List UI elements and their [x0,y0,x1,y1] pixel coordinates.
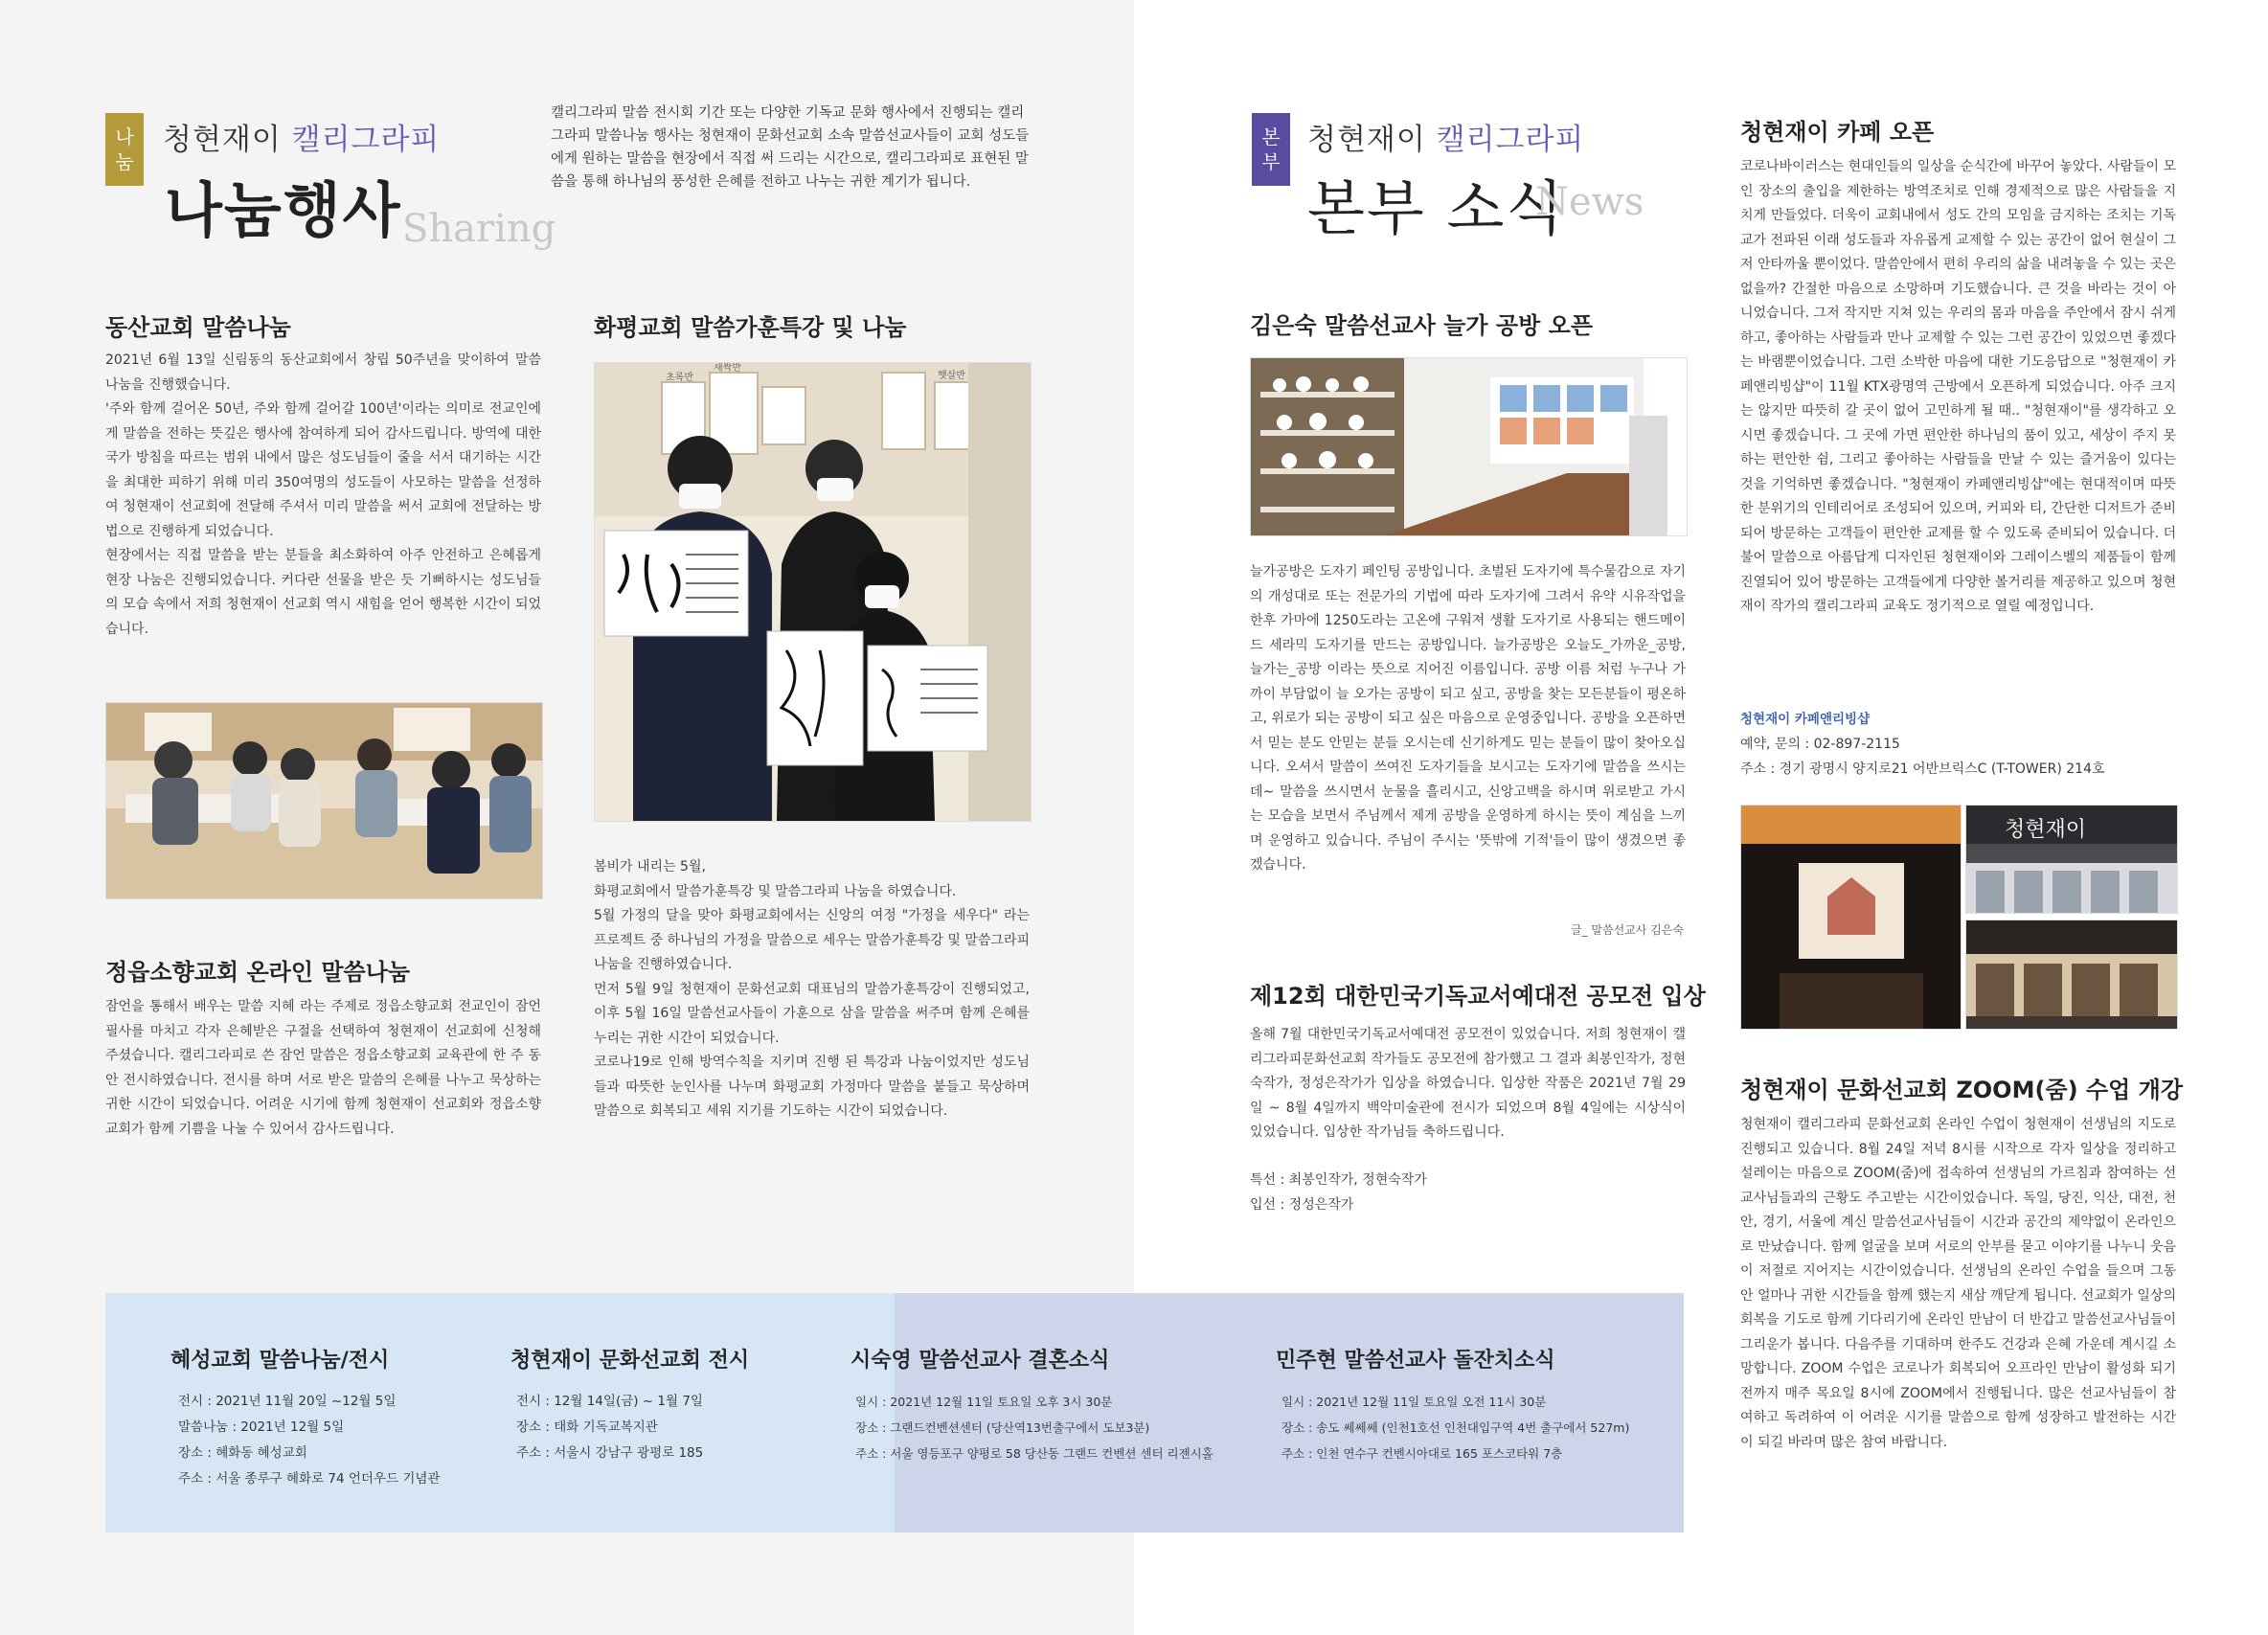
article-title: 김은숙 말씀선교사 늘가 공방 오픈 [1250,312,1593,339]
article-title: 청현재이 카페 오픈 [1740,119,1935,146]
section-badge-sharing: 나 눔 [105,113,144,186]
article-body: 올해 7월 대한민국기독교서예대전 공모전이 있었습니다. 저희 청현재이 캘리그라피문화선교회 작가들도 공모전에 참가했고 그 결과 최봉인작가, 정현숙작가, 정성은작가가 입상을 하였습니다. 입상한 작품은 2021년 7월 29일 ~ 8월 4일까지 백악미술관에 전시가 되었으며 8월 4일에는 시상식이 있었습니다. 입상한 작가님들 축하드립니다. [1250,1027,1687,1140]
section-subtitle: 청현재이 캘리그라피 [1307,123,1585,157]
award-result: 입선 : 정성은작가 [1250,1197,1354,1213]
cafe-interior-photo [1740,805,1962,1030]
article-title: 정읍소향교회 온라인 말씀나눔 [105,959,411,986]
section-title-sharing: 나눔행사 [165,175,402,245]
event-title: 시숙영 말씀선교사 결혼소식 [850,1349,1110,1373]
article-title: 동산교회 말씀나눔 [105,314,291,341]
calligraphy-event-photo [105,702,543,899]
cafe-exterior-photo [1965,920,2178,1030]
event-details: 일시 : 2021년 12월 11일 토요일 오후 3시 30분 장소 : 그랜드컨벤션센터 (당산역13번출구에서 도보3분) 주소 : 서울 영등포구 양평로 58 당산동 그랜드 컨벤션 센터 리젠시홀 [855,1395,1213,1461]
article-title: 화평교회 말씀가훈특강 및 나눔 [594,314,907,341]
cafe-shop-name: 청현재이 카페앤리빙샵 [1740,712,1871,727]
sharing-intro: 캘리그라피 말씀 전시회 기간 또는 다양한 기독교 문화 행사에서 진행되는 캘리그라피 말씀나눔 행사는 청현재이 문화선교회 소속 말씀선교사들이 교회 성도들에게 원하는 말씀을 현장에서 직접 써 드리는 시간으로, 캘리그라피로 표현된 말씀을 통해 하나님의 풍성한 은혜를 전하고 나누는 귀한 계기가 됩니다. [551,105,1030,190]
article-body: 봄비가 내리는 5월, 화평교회에서 말씀가훈특강 및 말씀그라피 나눔을 하였습니다. 5월 가정의 달을 맞아 화평교회에서는 신앙의 여정 "가정을 세우다" 라는 프로젝트 중 하나님의 가정을 말씀으로 세우는 말씀가훈특강 및 말씀그라피 나눔을 진행하였습니다. 먼저 5월 9일 청현재이 문화선교회 대표님의 말씀가훈특강이 진행되었고, 이후 5월 16일 말씀선교사들이 가훈으로 삼을 말씀을 써주며 함께 은혜를 누리는 귀한 시간이 되었습니다. 코로나19로 인해 방역수칙을 지키며 진행 된 특강과 나눔이었지만 성도님들과 따뜻한 눈인사를 나누며 화평교회 가정마다 말씀을 붙들고 묵상하며 말씀으로 회복되고 세워 지기를 기도하는 시간이 되었습니다. [594,859,1030,1119]
section-subtitle: 청현재이 캘리그라피 [163,123,441,157]
events-banner [105,1293,1684,1533]
award-result: 특선 : 최봉인작가, 정현숙작가 [1250,1172,1427,1188]
section-title-english: News [1535,180,1644,224]
article-title: 청현재이 문화선교회 ZOOM(줌) 수업 개강 [1740,1077,2184,1103]
board-label: 초록반 [666,373,693,383]
section-title-news: 본부 소식 [1307,173,1566,243]
article-body: 청현재이 캘리그라피 문화선교회 온라인 수업이 청현재이 선생님의 지도로 진행되고 있습니다. 8월 24일 저녁 8시를 시작으로 각자 일상을 정리하고 설레이는 마음으로 ZOOM(줌)에 접속하여 선생님의 가르침과 참여하는 선교사님들과의 근황도 주고받는 시간이었습니다. 독일, 당진, 익산, 대전, 천안, 경기, 서울에 계신 말씀선교사님들이 시간과 공간의 제약없이 온라인으로 만났습니다. 함께 얼굴을 보며 서로의 안부를 묻고 이야기를 나누니 웃음이 저절로 지어지는 시간이었습니다. 선생님의 온라인 수업을 들으며 그동안 얼마나 귀한 시간들을 함께 했는지 새삼 깨닫게 됩니다. 선교회가 일상의 회복을 기도로 함께 기다리기에 온라인 만남이 더 반갑고 말씀선교사님들이 그리운가 봅니다. 다음주를 기대하며 한주도 건강과 은혜 가운데 계시길 소망합니다. ZOOM 수업은 코로나가 회복되어 오프라인 만남이 활성화 되기 전까지 매주 목요일 8시에 ZOOM에서 진행됩니다. 많은 선교사님들이 참여하고 독려하여 이 어려운 시기를 말씀으로 함께 성장하고 발전하는 시간이 되길 바라며 많은 참여 바랍니다. [1740,1117,2176,1450]
board-label: 햇살반 [938,371,965,381]
event-title: 민주현 말씀선교사 돌잔치소식 [1276,1349,1555,1373]
article-body: 코로나바이러스는 현대인들의 일상을 순식간에 바꾸어 놓았다. 사람들이 모인 장소의 출입을 제한하는 방역조치로 인해 경제적으로 많은 사람들을 지치게 만들었다. 더욱이 교회내에서 성도 간의 모임을 금지하는 조치는 기독교가 전파된 이래 성도들과 자유롭게 교제할 수 있는 공간이 없어 현실이 그저 안타까울 뿐이었다. 말씀안에서 편히 우리의 삶을 내려놓을 수 있는 곳은 없을까? 간절한 마음으로 소망하며 기도했습니다. 큰 것을 바라는 것이 아니었습니다. 그저 작지만 지쳐 있는 우리의 몸과 마음을 주안에서 잠시 쉬게 하고, 좋아하는 사람들과 만나 교제할 수 있는 그런 공간이 있었으면 좋겠다는 바램뿐이었습니다. 그런 소박한 마음에 대한 기도응답으로 "청현재이 카페앤리빙샵"이 11월 KTX광명역 근방에서 오픈하게 되었습니다. 아주 크지는 않지만 따뜻히 갈 곳이 없어 고민하게 될 때.. "청현재이"를 생각하고 오시면 좋겠습니다. 그 곳에 가면 편안한 하나님의 품이 있고, 세상이 주지 못하는 편안한 쉼, 그리고 좋아하는 사람들을 만날 수 있는 즐거움이 있다는 것을 기억하면 좋겠습니다. "청현재이 카페앤리빙샵"에는 현대적이며 따뜻한 분위기의 인테리어로 조성되어 있으며, 커피와 티, 간단한 디저트가 준비되어 방문하는 고객들이 편안한 교제를 할 수 있도록 준비되어 있습니다. 더불어 말씀으로 아름답게 디자인된 청현재이와 그레이스벨의 제품들이 함께 진열되어 있어 방문하는 고객들에게 다양한 볼거리를 제공하고 있으며 청현재이 작가의 캘리그라피 교육도 정기적으로 열릴 예정입니다. [1740,159,2176,614]
cafe-contact: 예약, 문의 : 02-897-2115 [1740,737,1900,752]
section-title-english: Sharing [402,207,556,251]
article-credit: 글_ 말씀선교사 김은숙 [1571,923,1684,937]
article-body: 늘가공방은 도자기 페인팅 공방입니다. 초벌된 도자기에 특수물감으로 자기의 개성대로 또는 전문가의 기법에 따라 도자기에 그려서 유약 시유작업을 한후 가마에 1250도라는 고온에 구워져 생활 도자기로 사용되는 핸드메이드 세라믹 도자기를 만드는 공방입니다. 늘가공방은 오늘도_가까운_공방, 늘가는_공방 이라는 뜻으로 지어진 이름입니다. 공방 이름 처럼 누구나 가까이 부담없이 늘 오가는 공방이 되고 싶고, 공방을 찾는 모든분들이 평온하고, 위로가 되는 공방이 되고 싶은 마음으로 운영중입니다. 공방을 오픈하면서 믿는 분도 안믿는 분들 오시는데 신기하게도 믿는 분들이 많이 찾아오십니다. 오셔서 말씀이 쓰여진 도자기들을 보시고는 도자기에 말씀을 쓰시는데~ 말씀을 쓰시면서 눈물을 흘리시고, 신앙고백을 하시며 위로받고 가시는 모습을 보면서 주님께서 제게 공방을 운영하게 하시는 뜻이 계심을 느끼며 운영하고 있습니다. 주님이 주시는 '뜻밖에 기적'들이 많이 생겼으면 좋겠습니다. [1250,564,1686,873]
event-details: 일시 : 2021년 12월 11일 토요일 오전 11시 30분 장소 : 송도 쎄쎄쎄 (인천1호선 인천대입구역 4번 출구에서 527m) 주소 : 인천 연수구 컨벤시아대로 165 포스코타워 7층 [1281,1395,1630,1461]
cafe-sign-photo [1965,805,2178,914]
article-body: 2021년 6월 13일 신림동의 동산교회에서 창립 50주년을 맞이하여 말씀 나눔을 진행했습니다. '주와 함께 걸어온 50년, 주와 함께 걸어갈 100년'이라는 의미로 전교인에게 말씀을 전하는 뜻깊은 행사에 참여하게 되어 감사드립니다. 방역에 대한 국가 방침을 따르는 범위 내에서 많은 성도님들이 줄을 서서 대기하는 시간을 최대한 피하기 위해 미리 350여명의 성도들이 사모하는 말씀을 선정하여 청현재이 선교회에 전달해 주셔서 미리 말씀을 써서 교회에 전달하는 방법으로 진행하게 되었습니다. 현장에서는 직접 말씀을 받는 분들을 최소화하여 아주 안전하고 은혜롭게 현장 나눔은 진행되었습니다. 커다란 선물을 받은 듯 기뻐하시는 성도님들의 모습 속에서 저희 청현재이 선교회 역시 새힘을 얻어 행복한 시간이 되었습니다. [105,352,541,637]
event-title: 혜성교회 말씀나눔/전시 [170,1349,390,1373]
article-title: 제12회 대한민국기독교서예대전 공모전 입상 [1250,983,1706,1010]
event-details: 전시 : 2021년 11월 20일 ~12월 5일 말씀나눔 : 2021년 12월 5일 장소 : 혜화동 혜성교회 주소 : 서울 종루구 혜화로 74 언더우드 기념관 [178,1394,441,1487]
event-details: 전시 : 12월 14일(금) ~ 1월 7일 장소 : 태화 기독교복지관 주소 : 서울시 강남구 광평로 185 [516,1394,704,1461]
pottery-studio-photo [1250,357,1688,536]
cafe-sign-text: 청현재이 [2005,818,2087,842]
article-body: 잠언을 통해서 배우는 말씀 지혜 라는 주제로 정읍소향교회 전교인이 잠언 필사를 마치고 각자 은혜받은 구절을 선택하여 청현재이 선교회에 신청해 주셨습니다. 캘리그라피로 쓴 잠언 말씀은 정읍소향교회 교육관에 한 주 동안 전시하였습니다. 전시를 하며 서로 받은 말씀의 은혜를 나누고 묵상하는 귀한 시간이 되었습니다. 어려운 시기에 함께 청현재이 선교회와 정읍소향교회가 함께 기쁨을 나눌 수 있어서 감사드립니다. [105,999,541,1137]
event-title: 청현재이 문화선교회 전시 [510,1349,750,1373]
section-badge-news: 본 부 [1252,113,1290,186]
board-label: 새싹반 [714,363,741,374]
family-calligraphy-photo [594,362,1032,822]
cafe-address: 주소 : 경기 광명시 양지로21 어반브릭스C (T-TOWER) 214호 [1740,761,2105,777]
